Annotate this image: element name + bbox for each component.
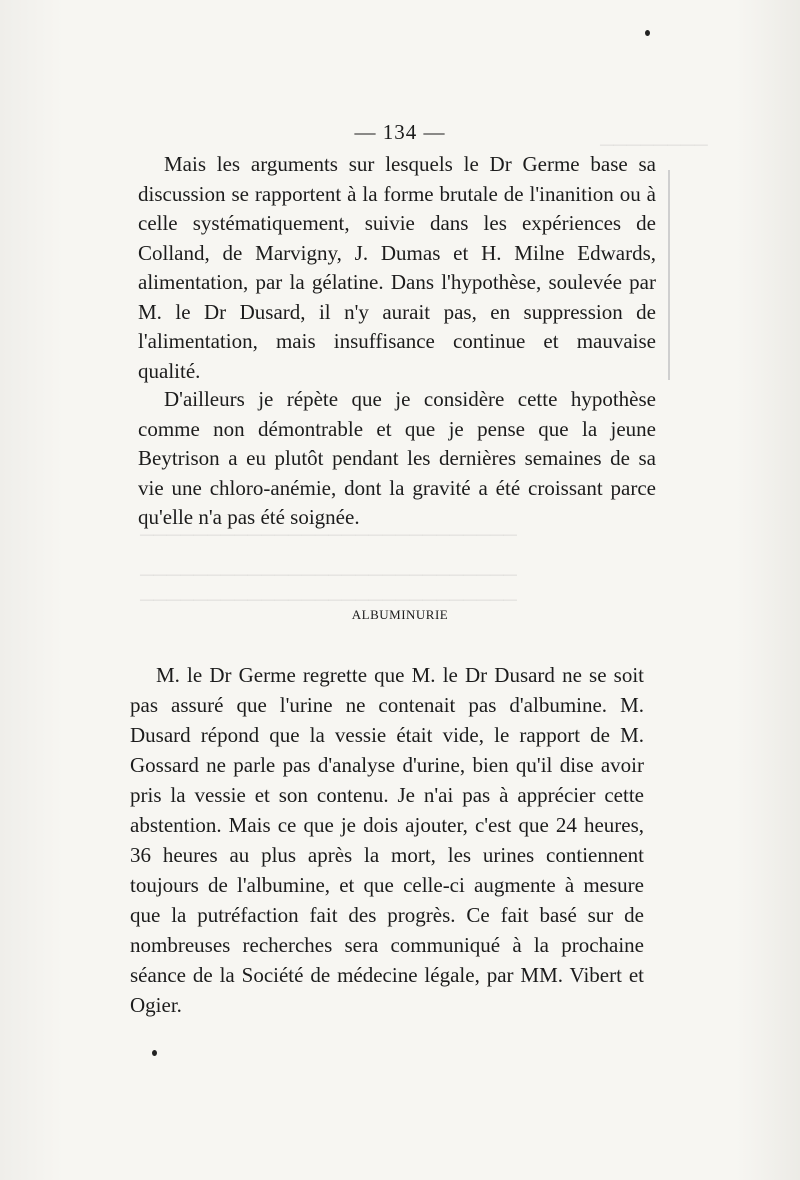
- paragraph-3-text: M. le Dr Germe regrette que M. le Dr Dusard ne se soit pas assuré que l'urine ne contenait pas d'albumine. M. Dusard répond que la vessie était vide, le rapport de M. Gossard ne parle pas d'analyse d'urine, bien qu'il dise avoir pris la vessie et son contenu. Je n'ai pas à apprécier cette abstention. Mais ce que je dois ajouter, c'est que 24 heures, 36 heures au plus après la mort, les urines contiennent toujours de l'albumine, et que celle-ci augmente à mesure que la putréfaction fait des progrès. Ce fait basé sur de nombreuses recherches sera communiqué à la prochaine séance de la Société de médecine légale, par MM. Vibert et Ogier.: [130, 663, 644, 1017]
- page-number: — 134 —: [354, 120, 446, 144]
- paragraph-1-text: Mais les arguments sur lesquels le Dr Germe base sa discussion se rapportent à la forme brutale de l'inanition ou à celle systématiquement, suivie dans les expériences de Colland, de Marvigny, J. Dumas et H. Milne Edwards, alimentation, par la gélatine. Dans l'hypothèse, soulevée par M. le Dr Dusard, il n'y aurait pas, en suppression de l'alimentation, mais insuffisance continue et mauvaise qualité.: [138, 152, 656, 383]
- paragraph-2-text: D'ailleurs je répète que je considère cette hypothèse comme non démontrable et que je pense que la jeune Beytrison a eu plutôt pendant les dernières semaines de sa vie une chloro-anémie, dont la gravité a été croissant parce qu'elle n'a pas été soignée.: [138, 387, 656, 529]
- paragraph-1: [138, 150, 656, 386]
- ink-speck: [152, 1050, 157, 1056]
- paragraph-2: [138, 385, 656, 533]
- show-through-texture: ────────────────────────────: [140, 565, 517, 586]
- show-through-texture: ────────────────────────────: [140, 590, 517, 611]
- show-through-texture: ────────: [600, 135, 708, 156]
- paragraph-3: [130, 660, 644, 1020]
- show-through-texture: ────────────────────────────: [140, 525, 517, 546]
- ink-speck: [645, 30, 650, 36]
- section-heading: ALBUMINURIE: [351, 607, 449, 622]
- page-edge-mark: [668, 170, 670, 380]
